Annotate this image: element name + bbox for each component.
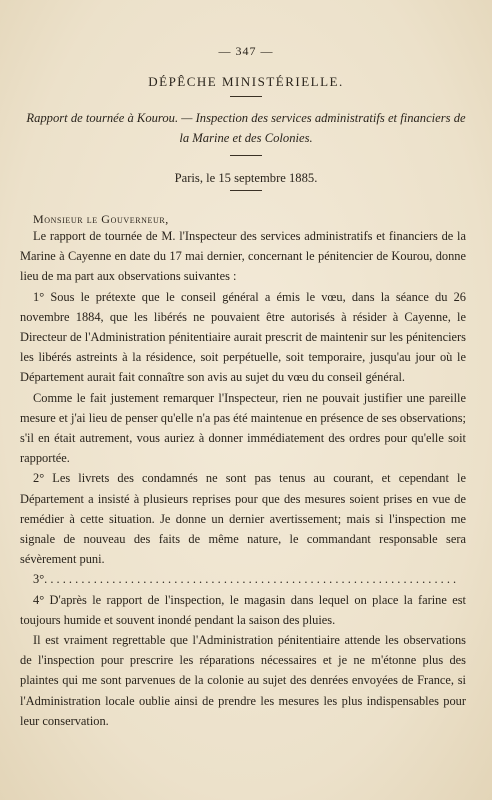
paragraph-point-1: 1° Sous le prétexte que le conseil général a émis le vœu, dans la séance du 26 novembre 1884, que les libérés ne pouvaient être autorisés à résider à Cayenne, le Directeur de l'Administration pénitentiaire aurait prescrit de maintenir sur les pénitenciers les libérés astreints à la résidence, soit perpétuelle, soit temporaire, jusqu'au jour où le Département aurait fait connaître son avis au sujet du vœu du conseil général. [20, 289, 466, 385]
dateline: Paris, le 15 septembre 1885. [174, 171, 318, 185]
paragraph-comment: Comme le fait justement remarquer l'Inspecteur, rien ne pouvait justifier une pareille mesure et j'ai lieu de penser qu'elle n'a pas été maintenue en présence de ses observations; s'il en était autrement, vous auriez à donner immédiatement des ordres pour qu'elle soit rapportée. [20, 390, 466, 466]
salutation: Monsieur le Gouverneur, [33, 212, 169, 226]
paragraph-point-3-omitted: 3°. . . . . . . . . . . . . . . . . . . . . . . . . . . . . . . . . . . . . . . . . . . . . . . . . . . . . . . . . . . . . . . . . . . [33, 572, 457, 587]
letter-body [20, 226, 466, 731]
paragraph-point-4: 4° D'après le rapport de l'inspection, le magasin dans lequel on place la farine est toujours humide et souvent inondé pendant la saison des pluies. [20, 592, 466, 627]
paragraph-point-2: 2° Les livrets des condamnés ne sont pas tenus au courant, et cependant le Département a insisté à plusieurs reprises pour que des mesures soient prises en vue de remédier à cette situation. Je donne un dernier avertissement; mais si l'inspection me signale de nouveau des faits de même nature, le commandant responsable sera sévèrement puni. [20, 471, 466, 567]
paragraph-conclusion: Il est vraiment regrettable que l'Administration pénitentiaire attende les observations de l'inspection pour prescrire les réparations nécessaires et je ne m'étonne plus des plaintes qui me sont parvenues de la colonie au sujet des denrées envoyées de France, si l'Administration locale oublie ainsi de prendre les mesures les plus indispensables pour leur conservation. [20, 633, 466, 728]
dateline-rule [230, 190, 262, 191]
paragraph-intro: Le rapport de tournée de M. l'Inspecteur des services administratifs et financiers de la Marine à Cayenne en date du 17 mai dernier, concernant le pénitencier de Kourou, donne lieu de ma part aux observations suivantes : [20, 229, 466, 284]
subtitle-rule [230, 155, 262, 156]
document-heading: DÉPÊCHE MINISTÉRIELLE. [148, 74, 344, 89]
heading-rule [230, 96, 262, 97]
page-number: — 347 — [218, 44, 274, 58]
document-subtitle: Rapport de tournée à Kourou. — Inspection des services administratifs et financiers de la Marine et des Colonies. [26, 111, 466, 145]
